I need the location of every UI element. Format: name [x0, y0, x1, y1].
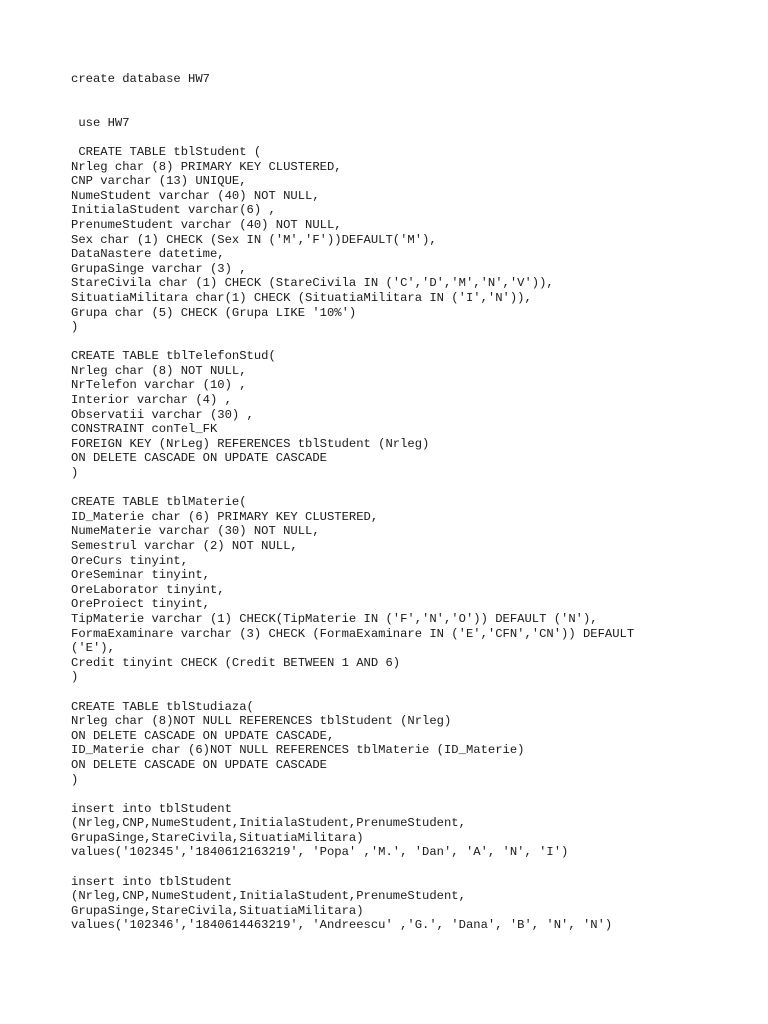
code-line: Semestrul varchar (2) NOT NULL, [71, 539, 298, 553]
code-line: OreSeminar tinyint, [71, 568, 210, 583]
code-line: FOREIGN KEY (NrLeg) REFERENCES tblStudent (Nrleg) [71, 436, 430, 451]
code-line [71, 685, 741, 700]
code-line: NumeMaterie varchar (30) NOT NULL, [71, 524, 320, 539]
code-line: Nrleg char (8)NOT NULL REFERENCES tblStudent (Nrleg) [71, 714, 452, 729]
code-line: ) [71, 670, 79, 685]
code-line: ) [71, 320, 79, 335]
code-line: insert into tblStudent [71, 801, 232, 816]
code-line: use HW7 [71, 115, 130, 130]
code-line: GrupaSinge varchar (3) , [71, 261, 247, 276]
code-line: ID_Materie char (6) PRIMARY KEY CLUSTERED, [71, 509, 379, 524]
code-line [71, 860, 741, 875]
code-line: OreProiect tinyint, [71, 597, 210, 612]
code-line [71, 101, 741, 116]
code-line: OreCurs tinyint, [71, 553, 189, 568]
code-line: CONSTRAINT conTel_FK [71, 422, 218, 437]
code-line: ) [71, 772, 79, 787]
code-line: Credit tinyint CHECK (Credit BETWEEN 1 AND 6) [71, 655, 401, 670]
code-line: (Nrleg,CNP,NumeStudent,InitialaStudent,PrenumeStudent, [71, 889, 466, 904]
code-line [71, 130, 741, 145]
code-line: OreLaborator tinyint, [71, 582, 225, 597]
code-line: CREATE TABLE tblMaterie( [71, 495, 247, 510]
code-line: ON DELETE CASCADE ON UPDATE CASCADE, [71, 728, 335, 743]
code-line: ('E'), [71, 641, 115, 656]
code-line: insert into tblStudent [71, 874, 232, 889]
code-line: SituatiaMilitara char(1) CHECK (SituatiaMilitara IN ('I','N')), [71, 290, 532, 305]
code-line [71, 87, 741, 102]
code-line [71, 335, 741, 350]
code-line: Nrleg char (8) NOT NULL, [71, 363, 247, 378]
code-line: Sex char (1) CHECK (Sex IN ('M','F'))DEFAULT('M'), [71, 232, 437, 247]
code-line: NrTelefon varchar (10) , [71, 378, 247, 393]
code-line: ) [71, 466, 79, 481]
code-line: CREATE TABLE tblTelefonStud( [71, 349, 276, 364]
code-line: Interior varchar (4) , [71, 393, 232, 408]
code-line: TipMaterie varchar (1) CHECK(TipMaterie IN ('F','N','O')) DEFAULT ('N'), [71, 611, 598, 626]
code-line: CREATE TABLE tblStudent ( [71, 144, 262, 159]
code-line: values('102346','1840614463219', 'Andreescu' ,'G.', 'Dana', 'B', 'N', 'N') [71, 918, 613, 933]
code-line: (Nrleg,CNP,NumeStudent,InitialaStudent,PrenumeStudent, [71, 816, 466, 831]
code-line: values('102345','1840612163219', 'Popa' ,'M.', 'Dan', 'A', 'N', 'I') [71, 845, 569, 860]
code-line: Observatii varchar (30) , [71, 407, 254, 422]
code-line: FormaExaminare varchar (3) CHECK (FormaExaminare IN ('E','CFN','CN')) DEFAULT [71, 626, 635, 641]
code-line: ID_Materie char (6)NOT NULL REFERENCES tblMaterie (ID_Materie) [71, 743, 525, 758]
code-line: Grupa char (5) CHECK (Grupa LIKE '10%') [71, 305, 357, 320]
code-line: CNP varchar (13) UNIQUE, [71, 174, 247, 189]
code-line: NumeStudent varchar (40) NOT NULL, [71, 188, 320, 203]
code-line: StareCivila char (1) CHECK (StareCivila IN ('C','D','M','N','V')), [71, 276, 554, 291]
sql-code-block [71, 72, 741, 933]
code-line: ON DELETE CASCADE ON UPDATE CASCADE [71, 451, 327, 466]
code-line: Nrleg char (8) PRIMARY KEY CLUSTERED, [71, 159, 342, 174]
code-line: GrupaSinge,StareCivila,SituatiaMilitara) [71, 830, 364, 845]
code-line [71, 787, 741, 802]
code-line: CREATE TABLE tblStudiaza( [71, 699, 254, 714]
code-line: PrenumeStudent varchar (40) NOT NULL, [71, 217, 342, 232]
code-line: InitialaStudent varchar(6) , [71, 203, 276, 218]
code-line: ON DELETE CASCADE ON UPDATE CASCADE [71, 757, 327, 772]
code-line [71, 481, 741, 496]
code-line: DataNastere datetime, [71, 247, 225, 262]
code-line: create database HW7 [71, 72, 210, 86]
code-line: GrupaSinge,StareCivila,SituatiaMilitara) [71, 903, 364, 918]
